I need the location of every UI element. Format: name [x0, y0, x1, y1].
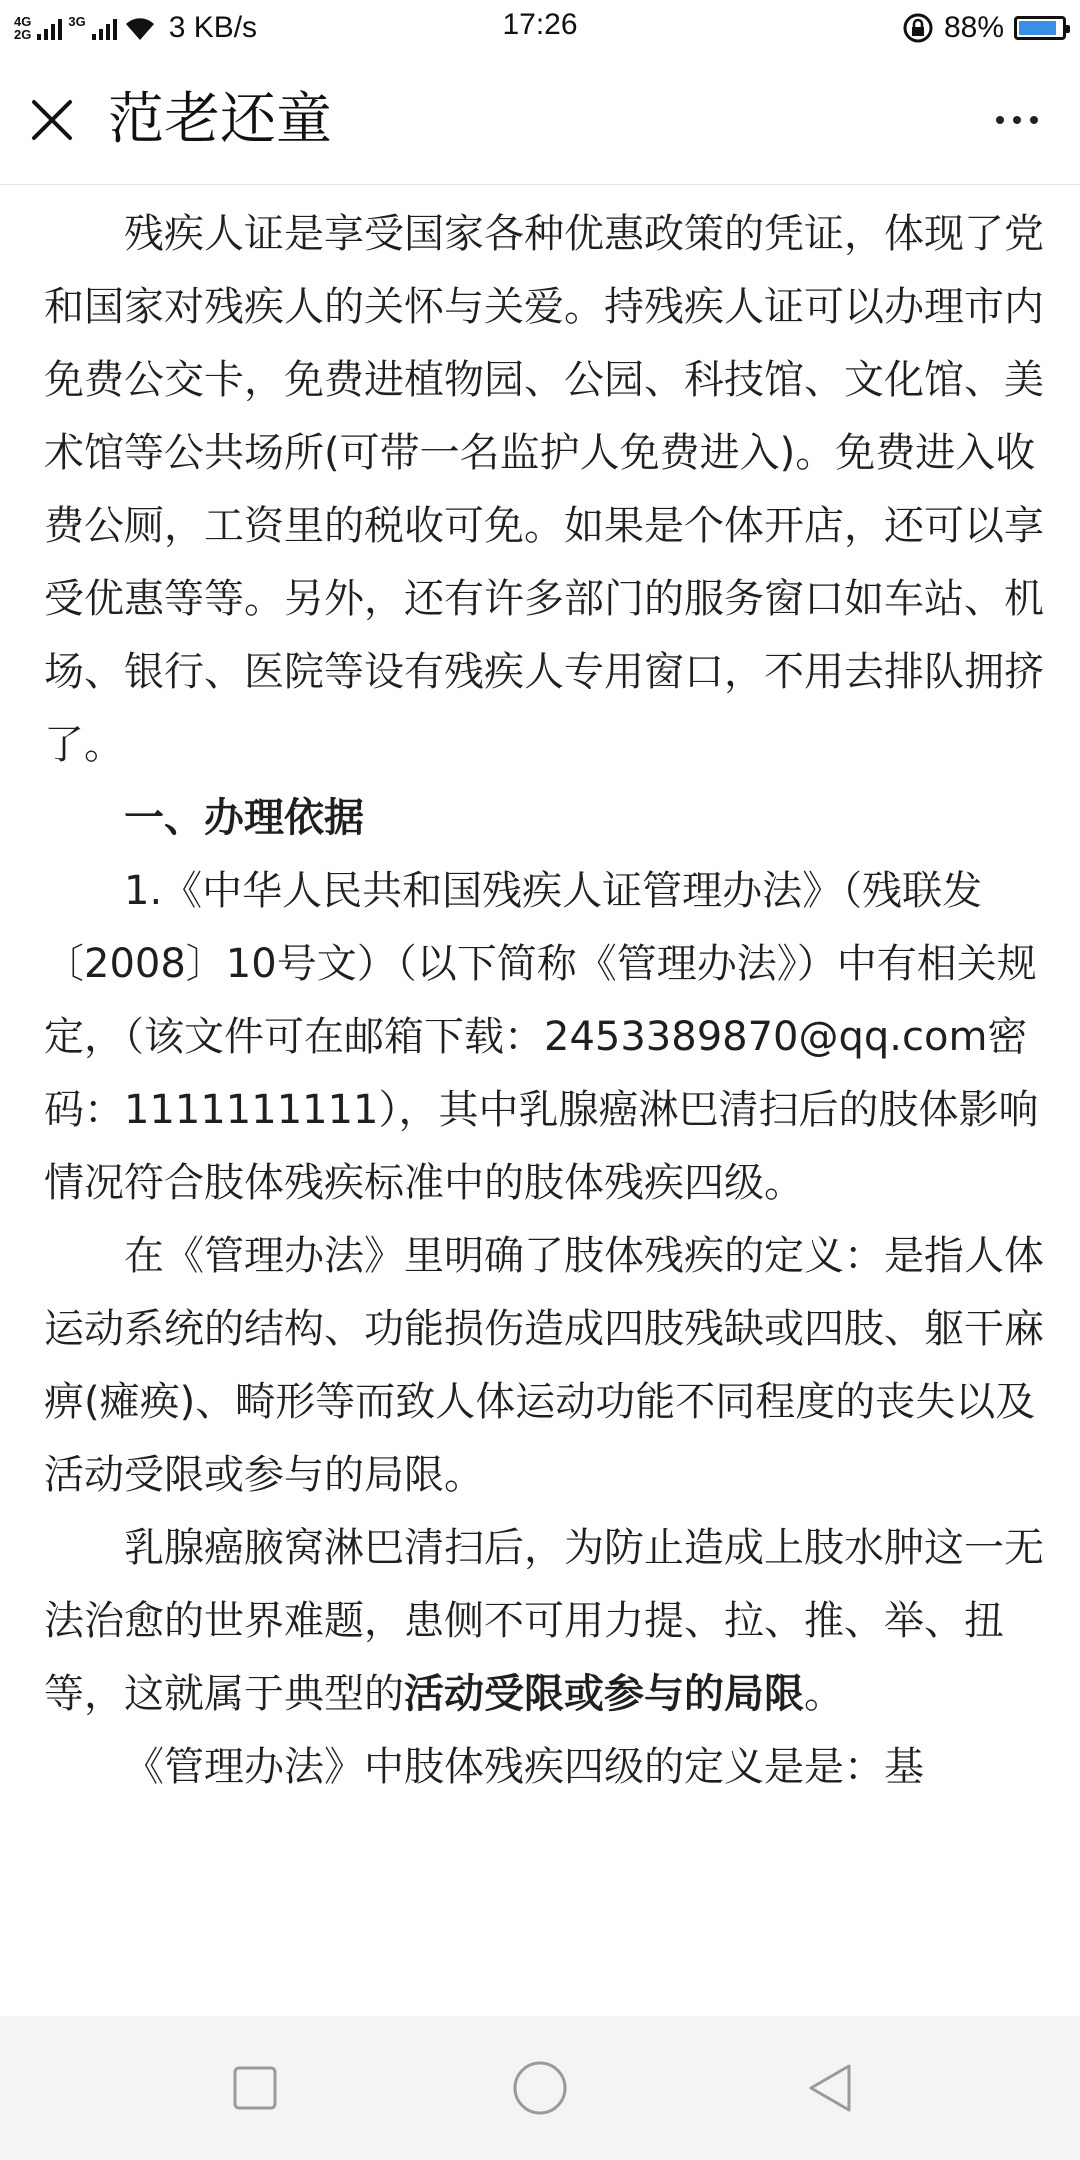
title-bar [0, 56, 1080, 185]
battery-icon [1014, 16, 1066, 40]
close-icon [30, 98, 74, 142]
network-speed: 3 KB/s [168, 11, 258, 44]
close-button[interactable] [22, 90, 82, 150]
circle-icon [512, 2060, 568, 2116]
section-heading: 一、办理依据 [124, 795, 364, 841]
article-paragraph: 《管理办法》中肢体残疾四级的定义是是：基 [124, 1744, 924, 1790]
lock-rotation-icon [902, 12, 934, 44]
square-icon [232, 2065, 278, 2111]
status-time: 17:26 [502, 8, 578, 41]
page-title: 范老还童 [108, 87, 332, 152]
article-paragraph: 残疾人证是享受国家各种优惠政策的凭证，体现了党和国家对残疾人的关怀与关爱。持残疾人证可以办理市内免费公交卡，免费进植物园、公园、科技馆、文化馆、美术馆等公共场所(可带一名监护人免费进入)。免费进入收费公厕，工资里的税收可免。如果是个体开店，还可以享受优惠等等。另外，还有许多部门的服务窗口如车站、机场、银行、医院等设有残疾人专用窗口，不用去排队拥挤了。 [44, 211, 1044, 768]
more-icon-dot [1013, 116, 1021, 124]
home-button[interactable] [510, 2058, 570, 2118]
article-paragraph: 1.《中华人民共和国残疾人证管理办法》（残联发〔2008〕10号文）（以下简称《管理办法》）中有相关规定，（该文件可在邮箱下载：2453389870@qq.com密码：1111111111），其中乳腺癌淋巴清扫后的肢体影响情况符合肢体残疾标准中的肢体残疾四级。 [44, 868, 1039, 1206]
article-body [44, 198, 1044, 2018]
network-type-top: 4G [14, 14, 32, 29]
more-button[interactable] [982, 100, 1052, 140]
status-bar [0, 0, 1080, 56]
network-type-bottom: 2G [14, 27, 32, 42]
more-icon-dot [996, 116, 1004, 124]
more-icon-dot [1030, 116, 1038, 124]
navigation-bar [0, 2016, 1080, 2160]
back-button[interactable] [800, 2058, 860, 2118]
article-paragraph: 在《管理办法》里明确了肢体残疾的定义：是指人体运动系统的结构、功能损伤造成四肢残缺或四肢、躯干麻痹(瘫痪)、畸形等而致人体运动功能不同程度的丧失以及活动受限或参与的局限。 [44, 1233, 1044, 1498]
paragraph-text: 。 [804, 1671, 844, 1717]
network-type-second: 3G [68, 14, 86, 29]
bold-emphasis: 活动受限或参与的局限 [404, 1671, 804, 1717]
battery-percent: 88% [943, 11, 1004, 44]
back-triangle-icon [805, 2062, 855, 2114]
article-paragraph [44, 1512, 1044, 1731]
battery-fill [1019, 21, 1056, 35]
status-right [902, 8, 1066, 48]
recent-apps-button[interactable] [225, 2058, 285, 2118]
paragraph-text: 乳腺癌腋窝淋巴清扫后，为防止造成上肢水肿这一无法治愈的世界难题，患侧不可用力提、拉、推、举、扭等，这就属于典型的 [44, 1525, 1044, 1717]
